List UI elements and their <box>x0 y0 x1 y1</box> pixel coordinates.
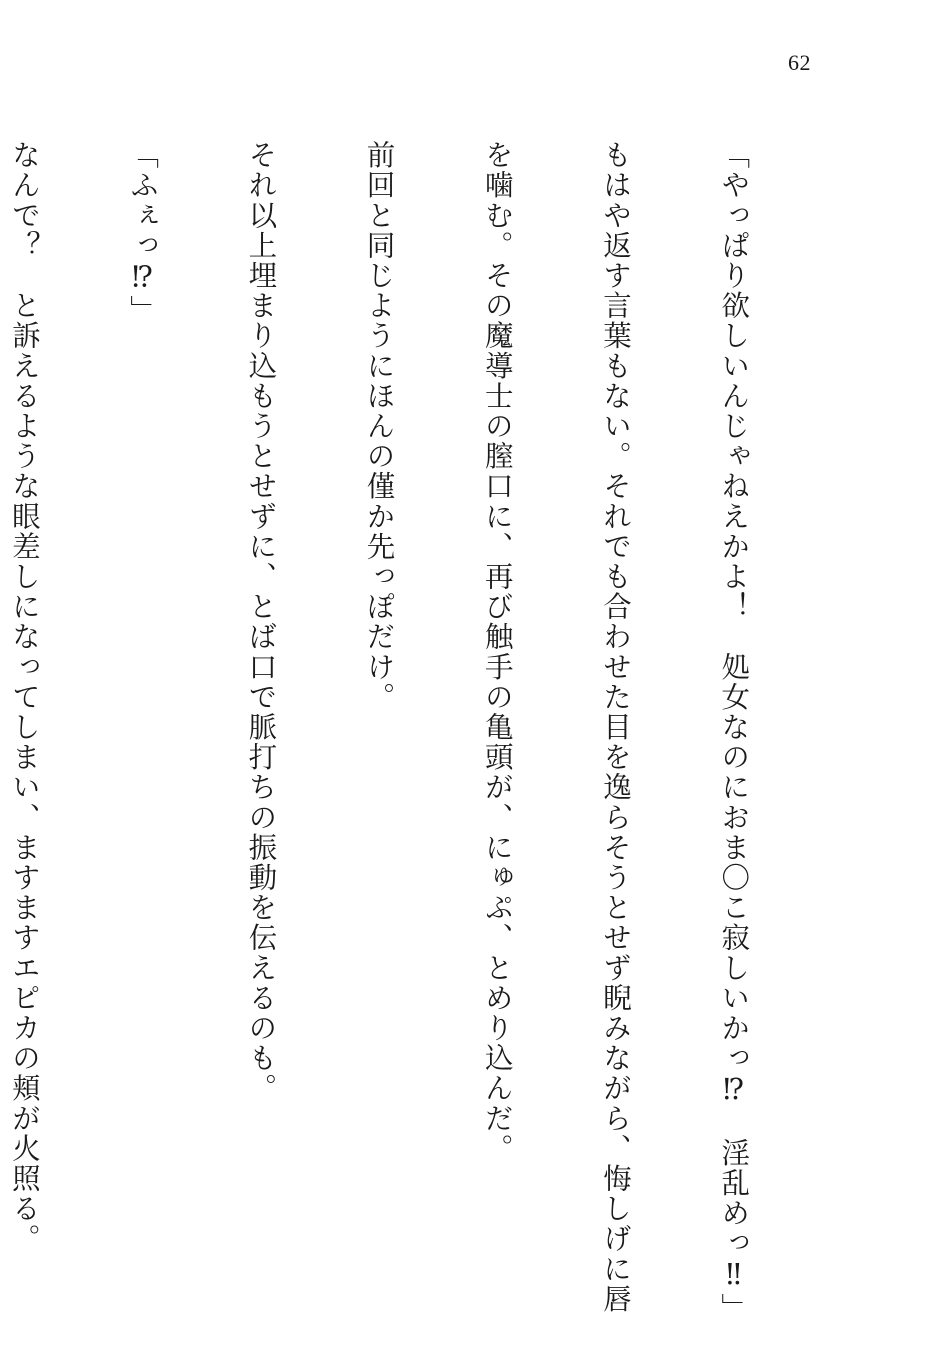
text-line: 「ふぇっ⁉」 <box>126 140 160 326</box>
page-number: 62 <box>788 50 811 75</box>
text-line: を噛む。その魔導士の膣口に、再び触手の亀頭が、にゅぷ、とめり込んだ。 <box>480 140 514 1164</box>
text-line: 前回と同じようにほんの僅か先っぽだけ。 <box>362 140 396 712</box>
novel-text-body <box>7 140 832 1323</box>
text-line: なんで？ と訴えるような眼差しになってしまい、ますますエピカの頬が火照る。 <box>7 140 41 1254</box>
text-line: 「やっぱり欲しいんじゃねえかよ！ 処女なのにおま〇こ寂しいかっ⁉ 淫乱めっ‼」 <box>717 140 751 1323</box>
text-line: もはや返す言葉もない。それでも合わせた目を逸らそうとせず睨みながら、悔しげに唇 <box>598 140 632 1314</box>
text-line: それ以上埋まり込もうとせずに、とば口で脈打ちの振動を伝えるのも。 <box>244 140 278 1104</box>
